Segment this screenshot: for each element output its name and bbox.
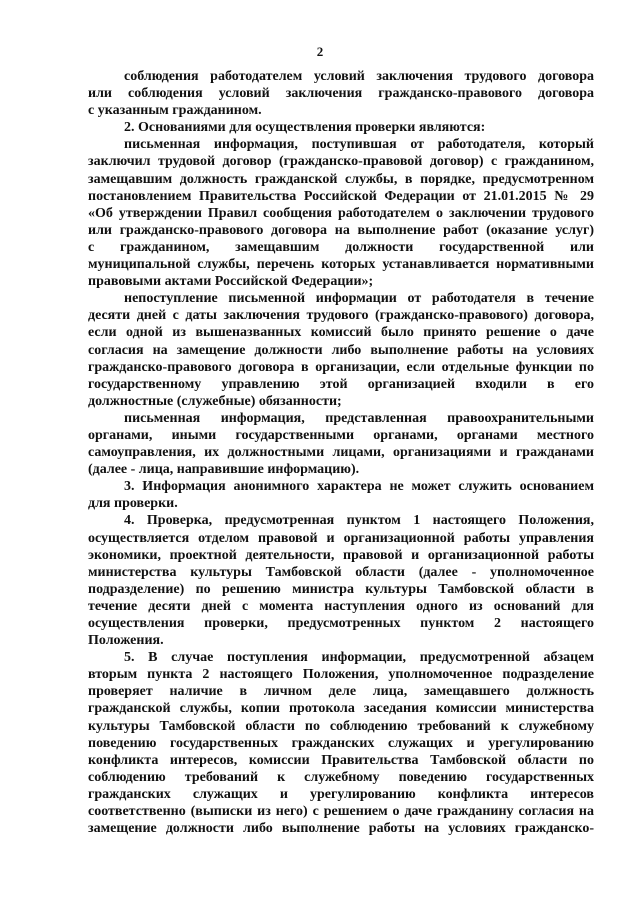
text-line: (далее - лица, направившие информацию). <box>88 462 360 478</box>
text-line: культуры Тамбовской области по соблюдению требований к служебному <box>88 718 594 734</box>
text-line: или соблюдения условий заключения гражданско-правового договора <box>88 86 594 102</box>
text-line: соблюдению требований к служебному поведению государственных <box>88 769 594 785</box>
text-line: течение десяти дней с момента наступления одного из оснований для <box>88 598 594 614</box>
page-number: 2 <box>316 44 324 59</box>
text-line: письменная информация, поступившая от работодателя, который <box>124 137 594 153</box>
text-line: постановлением Правительства Российской Федерации от 21.01.2015 № 29 <box>88 188 594 204</box>
text-line: 2. Основаниями для осуществления проверки являются: <box>124 120 486 136</box>
text-line: Положения. <box>88 633 164 649</box>
text-line: государственному управлению этой организацией входили в его <box>88 376 594 392</box>
text-line: или гражданско-правового договора на выполнение работ (оказание услуг) <box>88 222 594 238</box>
text-line: согласия на замещение должности либо выполнение работы на условиях <box>88 342 594 358</box>
text-line: осуществления проверки, предусмотренных пунктом 2 настоящего <box>88 616 594 631</box>
text-line: с указанным гражданином. <box>88 103 262 119</box>
text-line: правовыми актами Российской Федерации»; <box>88 274 374 290</box>
text-line: гражданских служащих и урегулированию конфликта интересов <box>88 786 594 802</box>
text-line: самоуправления, их должностными лицами, организациями и гражданами <box>88 445 594 461</box>
text-line: министерства культуры Тамбовской области (далее - уполномоченное <box>88 564 594 580</box>
text-line: соответственно (выписки из него) с решением о даче гражданину согласия на <box>88 804 594 820</box>
text-line: подразделение) по решению министра культуры Тамбовской области в <box>88 581 594 597</box>
text-line: поведению государственных гражданских служащих и урегулированию <box>88 735 594 751</box>
text-line: замещавшим должность гражданской службы, в порядке, предусмотренном <box>88 171 594 187</box>
text-line: осуществляется отделом правовой и организационной работы управления <box>88 530 594 546</box>
text-line: 5. В случае поступления информации, предусмотренной абзацем <box>124 650 594 666</box>
text-line: письменная информация, представленная правоохранительными <box>124 410 594 426</box>
text-line: десяти дней с даты заключения трудового (гражданско-правового) договора, <box>88 308 594 324</box>
text-line: гражданской службы, копии протокола заседания комиссии министерства <box>88 701 594 717</box>
text-line: с гражданином, замещавшим должности государственной или <box>88 239 594 255</box>
text-line: замещение должности либо выполнение работы на условиях гражданско- <box>88 821 594 837</box>
text-line: заключил трудовой договор (гражданско-правовой договор) с гражданином, <box>88 154 594 170</box>
text-line: непоступление письменной информации от работодателя в течение <box>124 291 594 307</box>
text-line: экономики, проектной деятельности, правовой и организационной работы <box>88 547 594 563</box>
text-line: если одной из вышеназванных комиссий было принято решение о даче <box>88 325 594 341</box>
text-line: конфликта интересов, комиссии Правительства Тамбовской области по <box>88 752 594 768</box>
text-line: гражданско-правового договора в организации, если отдельные функции по <box>88 359 594 375</box>
document-body <box>88 68 594 837</box>
text-line: должностные (служебные) обязанности; <box>88 393 342 409</box>
text-line: 3. Информация анонимного характера не может служить основанием <box>124 479 594 495</box>
text-line: вторым пункта 2 настоящего Положения, уполномоченное подразделение <box>88 667 594 683</box>
text-line: «Об утверждении Правил сообщения работодателем о заключении трудового <box>88 205 594 221</box>
text-line: для проверки. <box>88 496 178 512</box>
text-line: проверяет наличие в личном деле лица, замещавшего должность <box>88 684 594 700</box>
text-line: 4. Проверка, предусмотренная пунктом 1 настоящего Положения, <box>124 513 594 529</box>
text-line: муниципальной службы, перечень которых устанавливается нормативными <box>88 257 594 273</box>
text-line: органами, иными государственными органами, органами местного <box>88 427 594 443</box>
text-line: соблюдения работодателем условий заключения трудового договора <box>124 69 594 84</box>
